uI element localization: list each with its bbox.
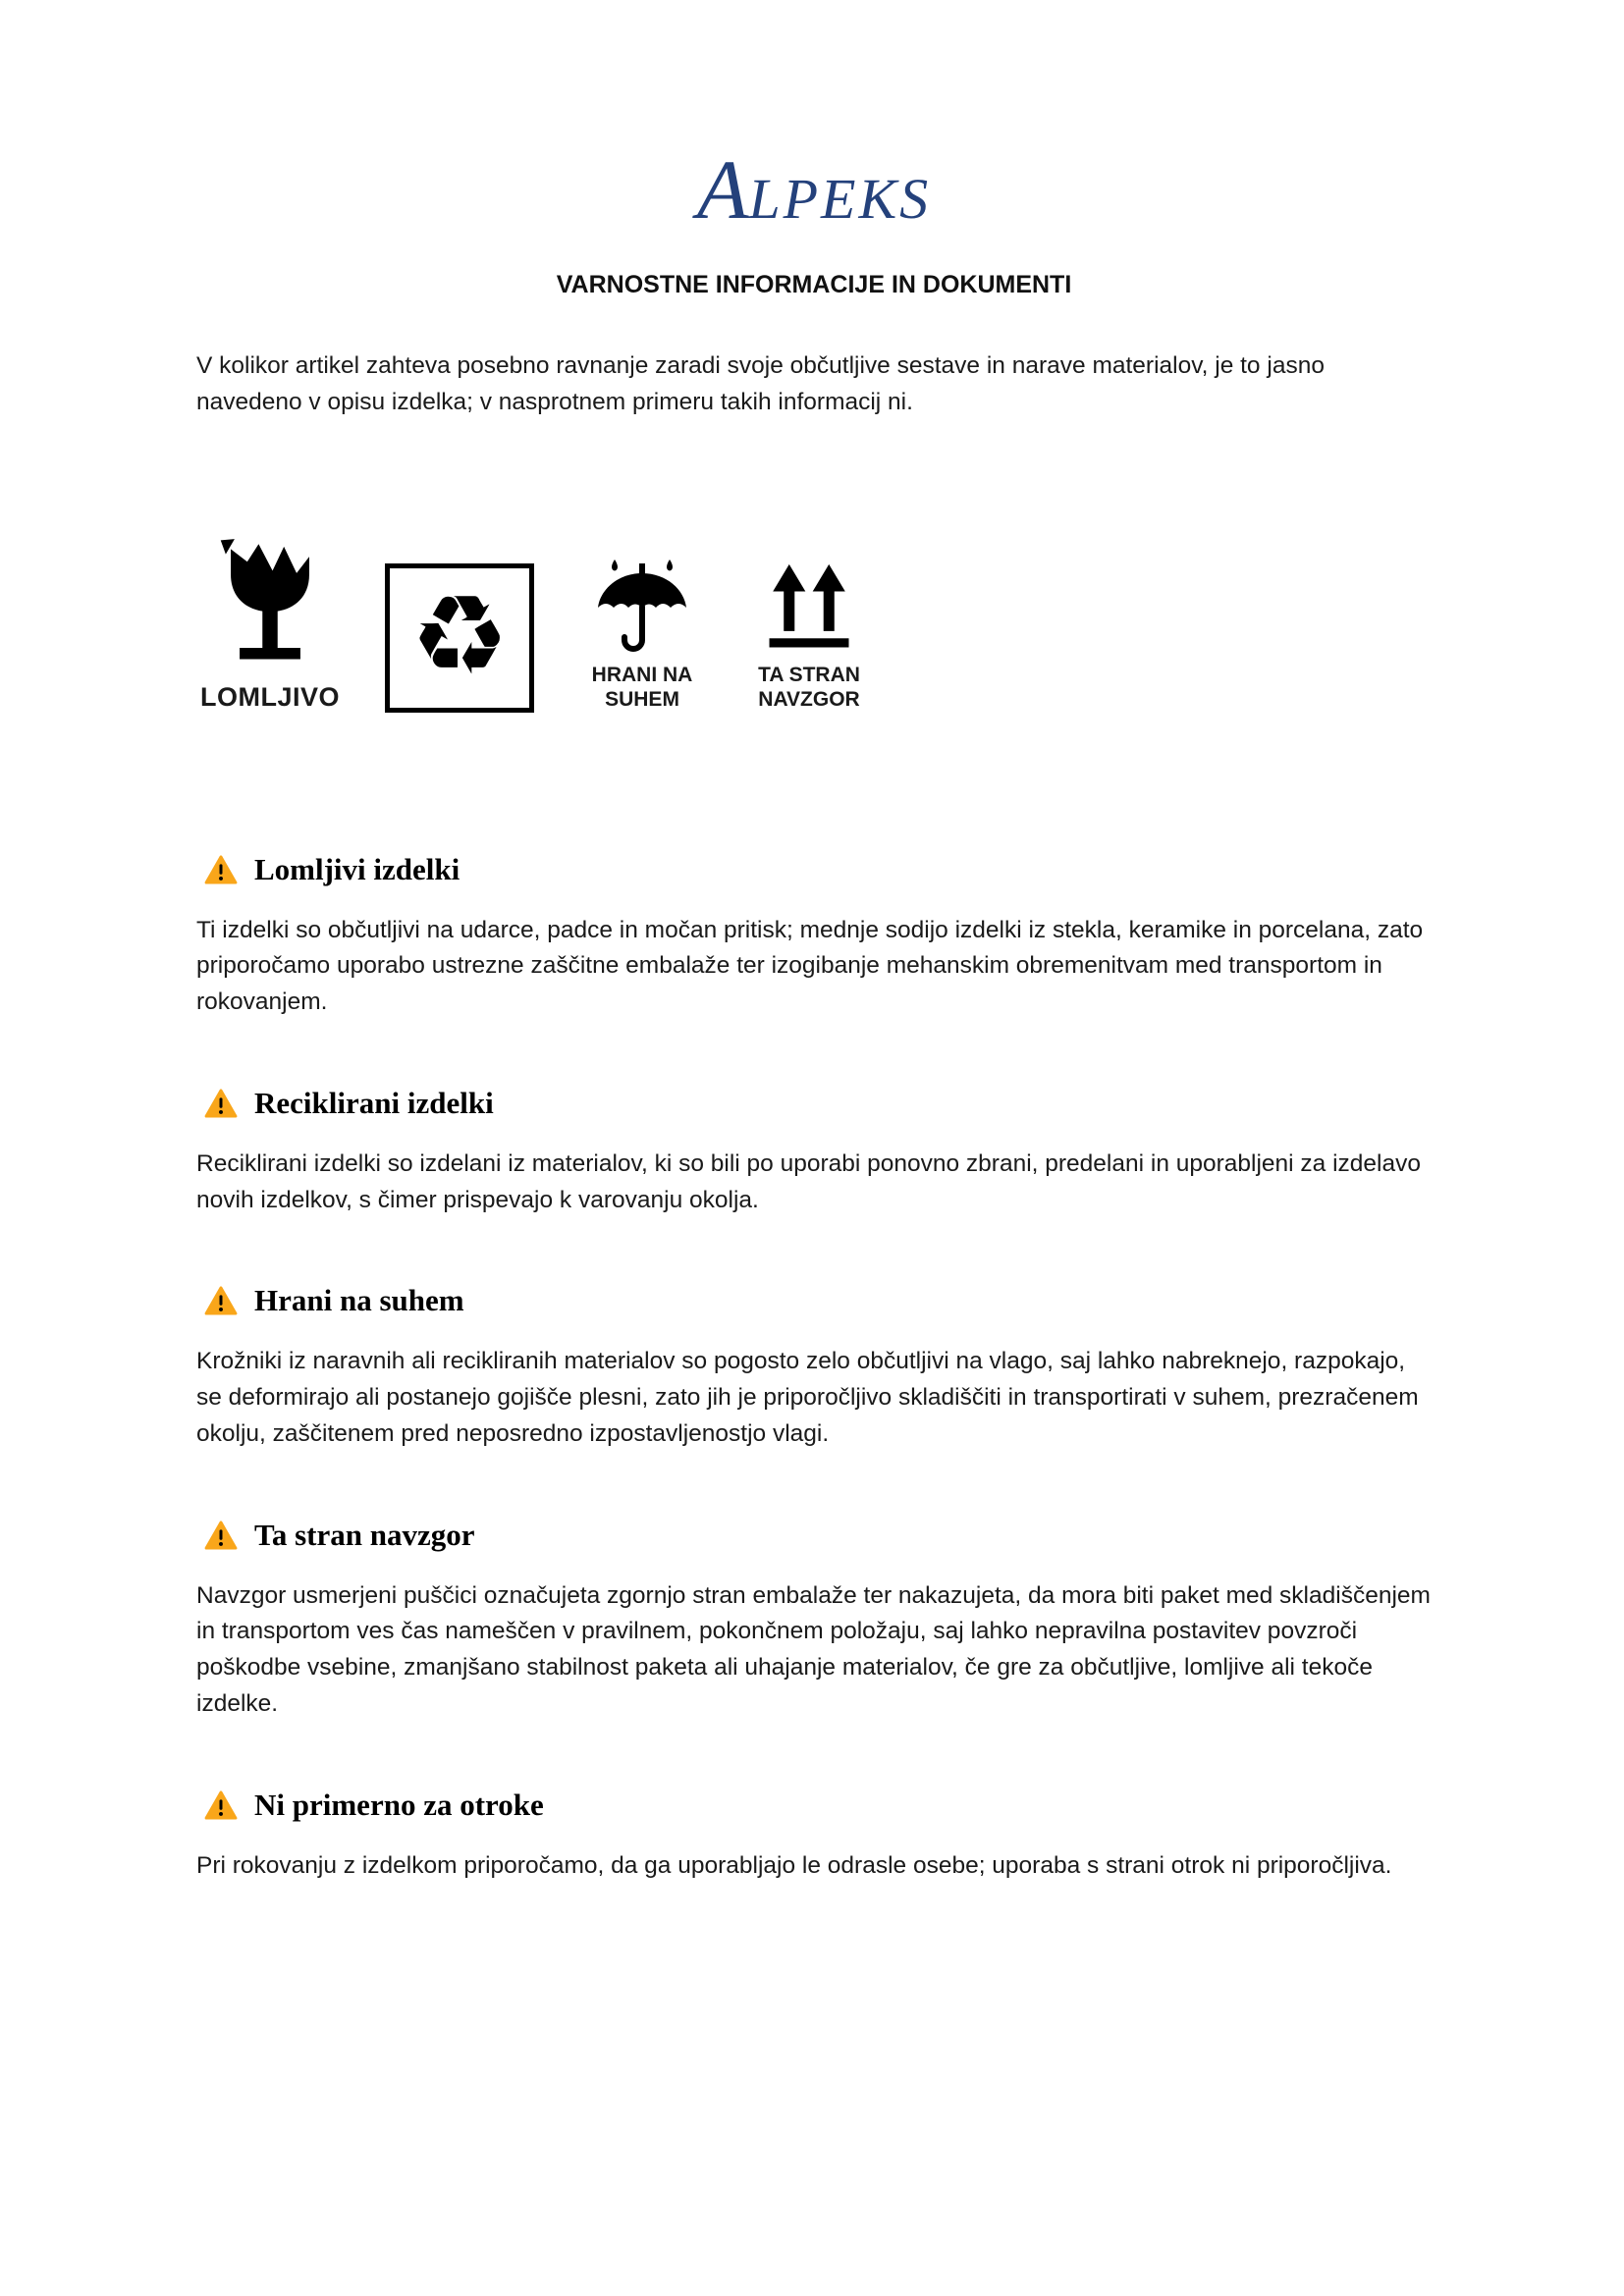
packaging-symbols-row — [200, 539, 1432, 713]
logo-rest: LPEKS — [748, 167, 932, 231]
fragile-glass-icon — [213, 539, 327, 678]
section-heading-text: Ta stran navzgor — [254, 1517, 475, 1552]
warning-triangle-icon — [204, 1286, 238, 1315]
section-paragraph: Navzgor usmerjeni puščici označujeta zgornjo stran embalaže ter nakazujeta, da mora biti paket med skladiščenjem in transportom ves čas nameščen v pravilnem, pokončnem položaju, saj lahko nepravilna postavitev povzroči poškodbe vsebine, zmanjšano stabilnost paketa ali uhajanje materialov, če gre za občutljive, lomljive ali tekoče izdelke. — [196, 1581, 1431, 1717]
keep-dry-label: HRANI NA SUHEM — [591, 663, 693, 711]
section-heading — [204, 1086, 1432, 1121]
section-heading — [204, 1518, 1432, 1553]
logo-first-letter: A — [696, 142, 749, 237]
warning-triangle-icon — [204, 1089, 238, 1118]
section-heading-text: Hrani na suhem — [254, 1283, 464, 1318]
warning-triangle-icon — [204, 1790, 238, 1820]
alpeks-logo — [196, 142, 1432, 237]
warning-triangle-icon — [204, 1521, 238, 1550]
section-heading — [204, 852, 1432, 887]
section-paragraph: Pri rokovanju z izdelkom priporočamo, da ga uporabljajo le odrasle osebe; uporaba s strani otrok ni priporočljiva. — [196, 1851, 1392, 1879]
section-heading — [204, 1788, 1432, 1823]
section-heading-text: Reciklirani izdelki — [254, 1085, 494, 1120]
this-side-up-label: TA STRAN NAVZGOR — [758, 663, 860, 711]
fragile-symbol — [200, 539, 340, 713]
page-title: VARNOSTNE INFORMACIJE IN DOKUMENTI — [556, 271, 1072, 298]
section-heading — [204, 1283, 1432, 1318]
section-heading-text: Lomljivi izdelki — [254, 851, 460, 886]
sections — [196, 852, 1432, 1885]
fragile-label: LOMLJIVO — [200, 681, 341, 712]
section-keep-dry — [196, 1283, 1432, 1452]
section-paragraph: Ti izdelki so občutljivi na udarce, padce in močan pritisk; mednje sodijo izdelki iz stekla, keramike in porcelana, zato priporočamo uporabo ustrezne zaščitne embalaže ter izogibanje mehanskim obremenitvam med transportom in rokovanjem. — [196, 916, 1424, 1015]
section-paragraph: Krožniki iz naravnih ali recikliranih materialov so pogosto zelo občutljivi na vlago, saj lahko nabreknejo, razpokajo, se deformirajo ali postanejo gojišče plesni, zato jih je priporočljivo skladiščiti in transportirati v suhem, prezračenem okolju, zaščitenem pred neposredno izpostavljenostjo vlagi. — [196, 1348, 1419, 1447]
arrows-up-icon — [764, 560, 854, 656]
section-heading-text: Ni primerno za otroke — [254, 1787, 544, 1822]
warning-triangle-icon — [204, 855, 238, 884]
intro-paragraph: V kolikor artikel zahteva posebno ravnanje zaradi svoje občutljive sestave in narave materialov, je to jasno navedeno v opisu izdelka; v nasprotnem primeru takih informacij ni. — [196, 352, 1325, 415]
keep-dry-symbol — [579, 558, 705, 713]
section-this-side-up — [196, 1518, 1432, 1723]
section-not-for-children — [196, 1788, 1432, 1885]
recycling-icon: ♻ — [409, 571, 510, 700]
this-side-up-symbol — [750, 560, 868, 713]
umbrella-rain-icon — [592, 558, 692, 660]
section-paragraph: Reciklirani izdelki so izdelani iz materialov, ki so bili po uporabi ponovno zbrani, predelani in uporabljeni za izdelavo novih izdelkov, s čimer prispevajo k varovanju okolja. — [196, 1149, 1421, 1213]
section-recycled-products — [196, 1086, 1432, 1219]
section-fragile-products — [196, 852, 1432, 1021]
recycle-symbol — [385, 563, 534, 713]
recycle-border-box — [385, 563, 534, 713]
